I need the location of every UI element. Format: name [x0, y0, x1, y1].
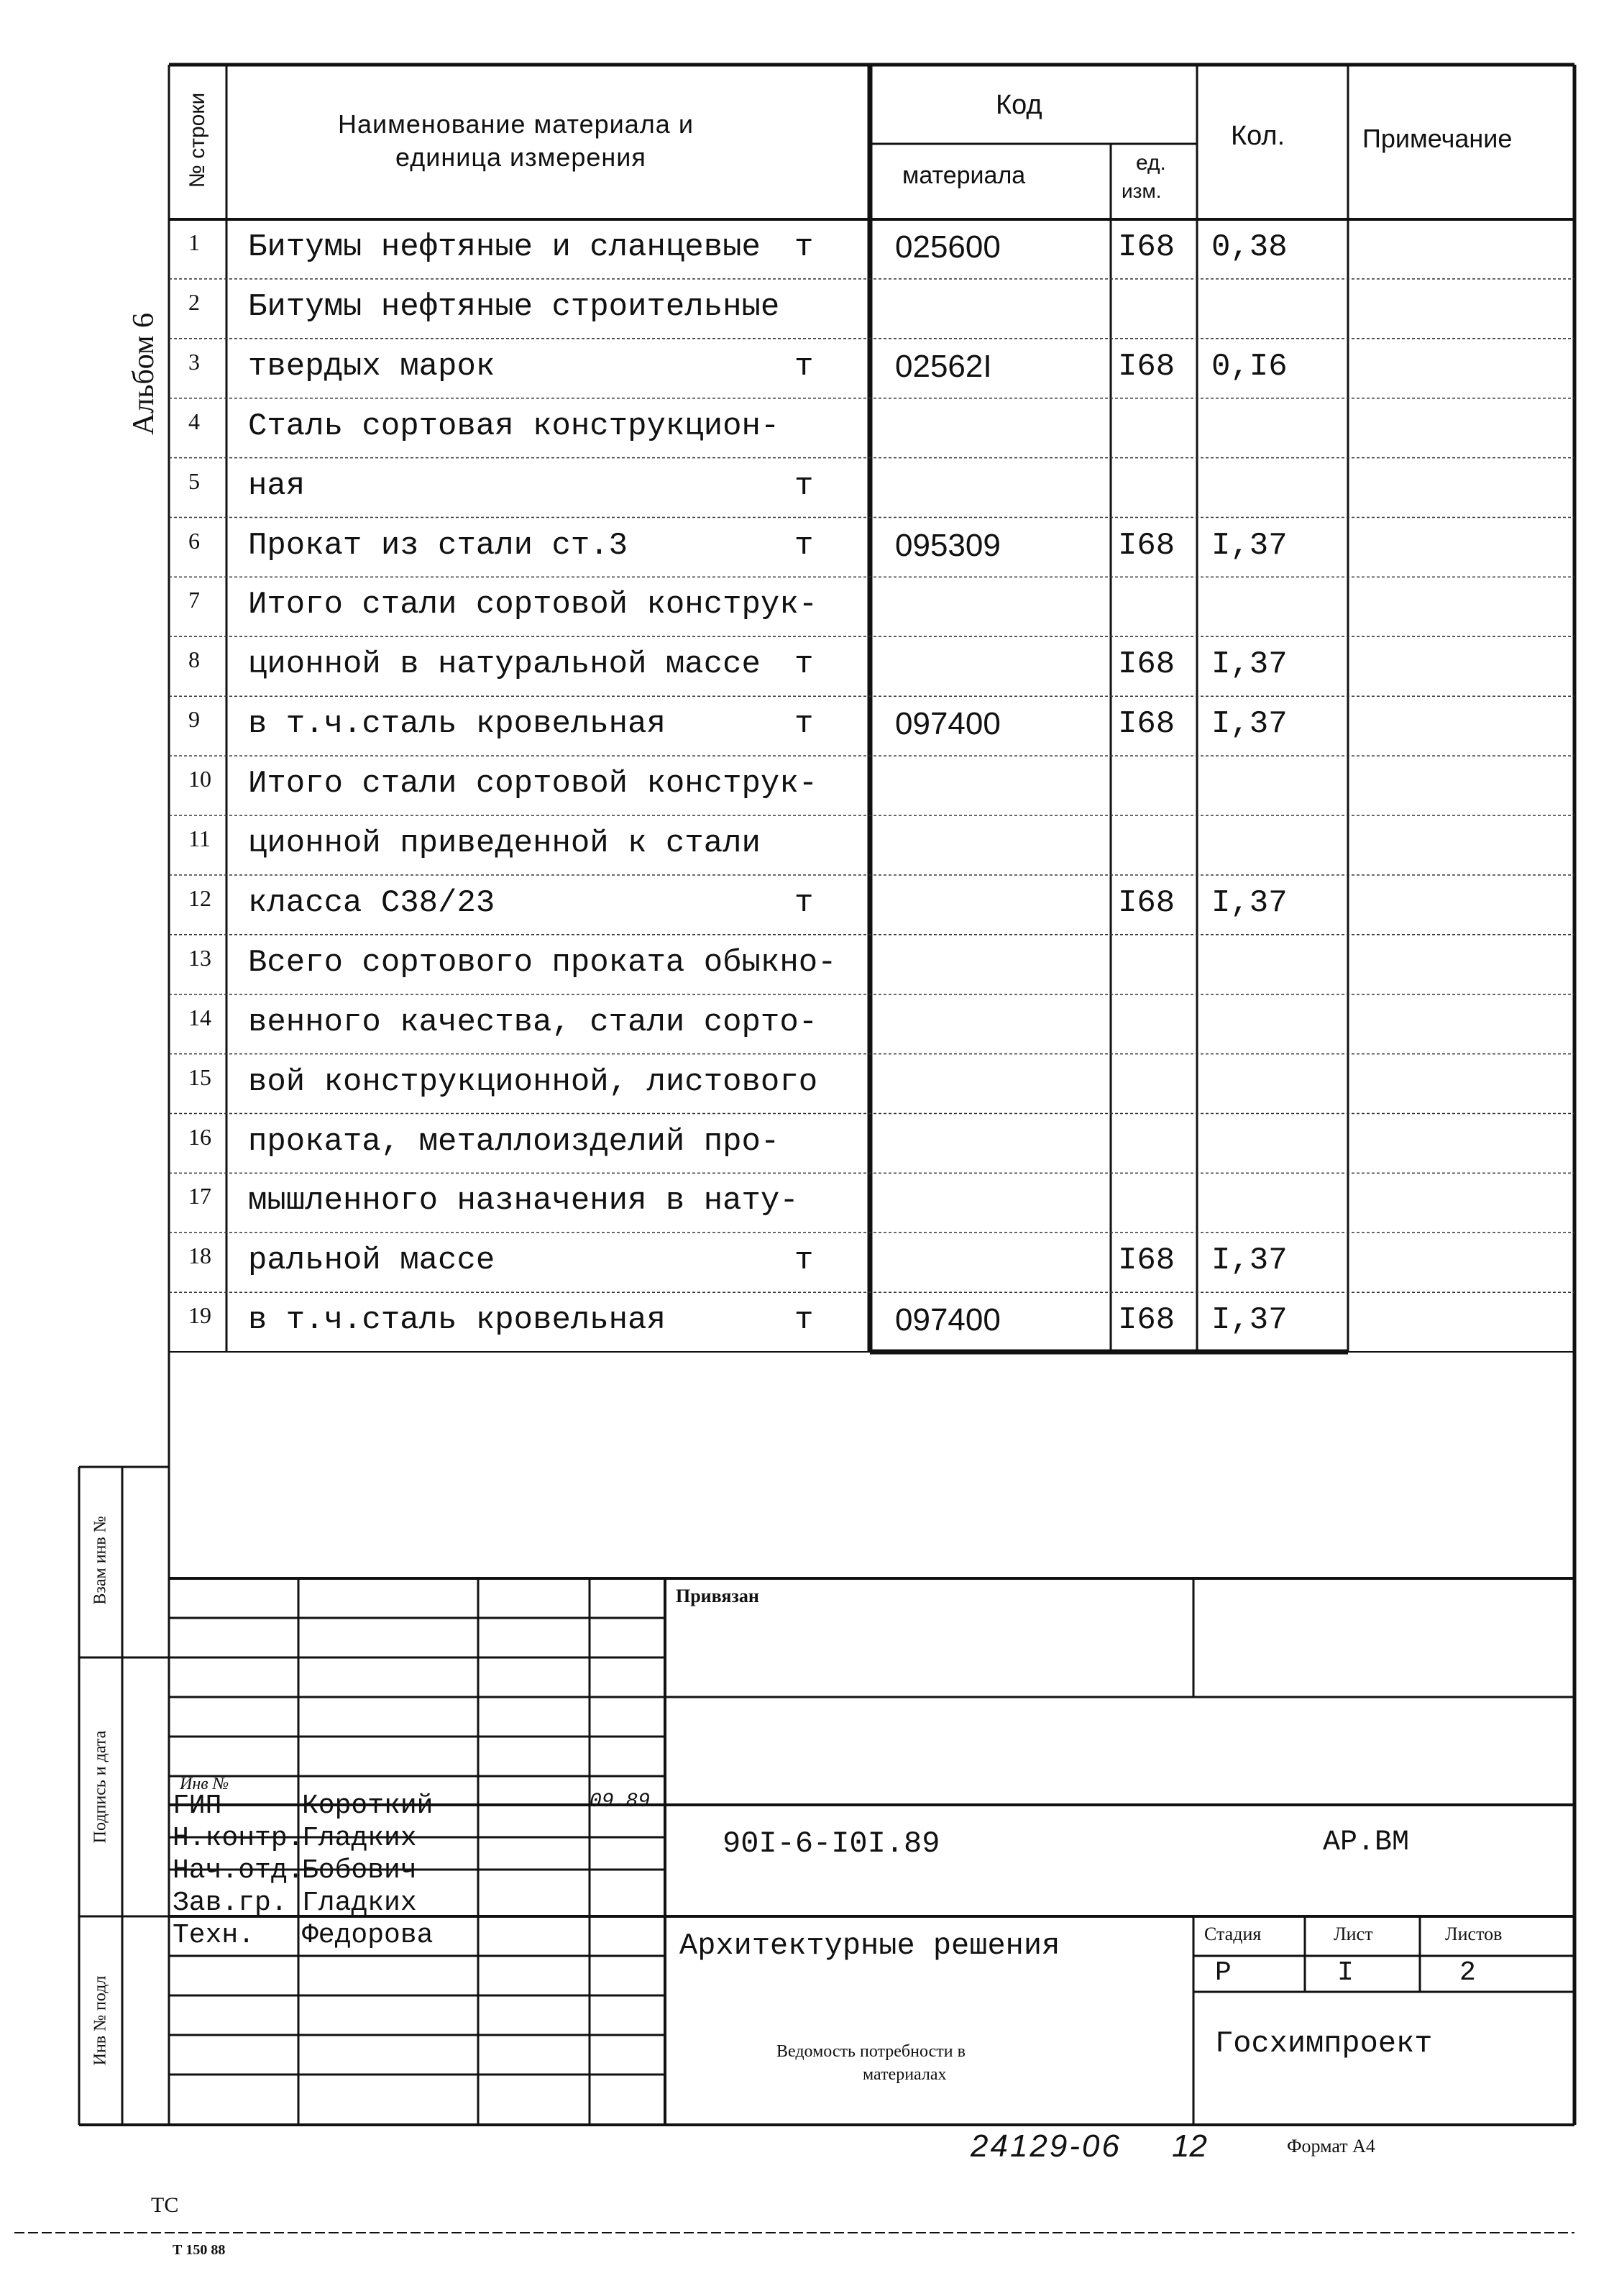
header-row-number: № строки [185, 92, 209, 188]
row-number: 16 [188, 1123, 211, 1150]
header-material-name-line2: единица измерения [395, 142, 646, 172]
row-number: 9 [188, 706, 200, 733]
material-name: вой конструкционной, листового [248, 1064, 818, 1100]
privyazan-label: Привязан [676, 1586, 759, 1606]
sheet-value: I [1337, 1957, 1354, 1988]
material-name: твердых марок [248, 348, 495, 385]
material-name: мышленного назначения в нату- [248, 1183, 799, 1220]
paper-format: Формат А4 [1287, 2136, 1375, 2156]
material-name: класса С38/23 [248, 884, 495, 921]
signatory-role: Зав.гр. [173, 1888, 288, 1918]
stage-label: Стадия [1204, 1924, 1262, 1944]
material-name: Итого стали сортовой конструк- [248, 766, 818, 802]
unit-code: I68 [1118, 229, 1175, 265]
project-title: Архитектурные решения [679, 1929, 1060, 1963]
quantity: I,37 [1211, 884, 1288, 921]
unit: т [794, 467, 814, 504]
row-number: 8 [188, 646, 200, 673]
quantity: I,37 [1211, 1302, 1288, 1339]
row-number: 11 [188, 825, 211, 851]
material-name: Всего сортового проката обыкно- [248, 944, 837, 981]
material-name: Итого стали сортовой конструк- [248, 587, 818, 623]
sheets-value: 2 [1459, 1957, 1476, 1988]
unit: т [794, 884, 814, 921]
row-number: 5 [188, 467, 200, 494]
material-name: ная [248, 467, 306, 504]
header-code-material: материала [902, 162, 1026, 189]
unit-code: I68 [1118, 1243, 1175, 1279]
unit: т [794, 229, 814, 265]
unit: т [794, 1243, 814, 1279]
unit: т [794, 646, 814, 683]
unit-code: I68 [1118, 646, 1175, 683]
row-number: 12 [188, 884, 211, 911]
signatory-role: Техн. [173, 1920, 255, 1951]
quantity: I,37 [1211, 1243, 1288, 1279]
row-number: 3 [188, 348, 200, 375]
material-name: в т.ч.сталь кровельная [248, 706, 666, 743]
unit-code: I68 [1118, 884, 1175, 921]
unit-code: I68 [1118, 1302, 1175, 1339]
material-name: в т.ч.сталь кровельная [248, 1302, 666, 1339]
signatory-name: Гладких [302, 1888, 417, 1918]
material-code: 097400 [895, 706, 1001, 742]
side-label-signature-date: Подпись и дата [91, 1730, 110, 1844]
material-code: 097400 [895, 1302, 1001, 1338]
row-number: 14 [188, 1004, 211, 1030]
row-number: 13 [188, 944, 211, 971]
form-stamp: Т 150 88 [173, 2242, 226, 2258]
signatory-role: Н.контр. [173, 1823, 304, 1854]
unit: т [794, 706, 814, 743]
header-quantity: Кол. [1231, 121, 1285, 151]
header-code: Код [996, 90, 1042, 120]
quantity: 0,38 [1211, 229, 1288, 265]
signatory-name: Гладких [302, 1823, 417, 1854]
organization-name: Госхимпроект [1215, 2026, 1433, 2061]
material-name: ционной в натуральной массе [248, 646, 761, 683]
material-name: проката, металлоизделий про- [248, 1123, 780, 1160]
unit-code: I68 [1118, 348, 1175, 385]
header-note: Примечание [1362, 124, 1513, 153]
page-number: 12 [1172, 2128, 1207, 2164]
quantity: I,37 [1211, 527, 1288, 564]
row-number: 2 [188, 288, 200, 315]
side-label-original-inv: Инв № подл [91, 1975, 110, 2066]
material-name: ционной приведенной к стали [248, 825, 761, 861]
material-name: Сталь сортовая конструкцион- [248, 408, 780, 444]
signatory-name: Бобович [302, 1855, 417, 1886]
row-number: 10 [188, 766, 211, 792]
row-number: 7 [188, 587, 200, 613]
album-label: Альбом 6 [127, 312, 160, 436]
material-name: Битумы нефтяные строительные [248, 288, 780, 325]
unit: т [794, 527, 814, 564]
signatory-role: Нач.отд. [173, 1855, 304, 1886]
row-number: 19 [188, 1302, 211, 1329]
signatory-role: ГИП [173, 1790, 222, 1821]
archive-number: 24129-06 [971, 2128, 1122, 2164]
quantity: I,37 [1211, 646, 1288, 683]
unit-code: I68 [1118, 527, 1175, 564]
sheet-title-line2: материалах [863, 2065, 947, 2084]
unit: т [794, 348, 814, 385]
material-name: Битумы нефтяные и сланцевые [248, 229, 761, 265]
row-number: 1 [188, 229, 200, 255]
material-name: венного качества, стали сорто- [248, 1004, 818, 1040]
material-code: 025600 [895, 229, 1001, 265]
sheet-title-line1: Ведомость потребности в [776, 2042, 966, 2061]
document-code: 90I-6-I0I.89 [723, 1826, 940, 1861]
stage-value: Р [1215, 1957, 1232, 1988]
row-number: 17 [188, 1183, 211, 1209]
material-name: ральной массе [248, 1243, 495, 1279]
row-number: 15 [188, 1064, 211, 1090]
unit-code: I68 [1118, 706, 1175, 743]
material-code: 02562I [895, 348, 992, 384]
document-mark: АР.ВМ [1323, 1826, 1410, 1859]
material-code: 095309 [895, 527, 1001, 563]
signatory-name: Короткий [302, 1790, 434, 1821]
header-code-unit-line2: изм. [1122, 180, 1162, 202]
row-number: 18 [188, 1243, 211, 1269]
quantity: 0,I6 [1211, 348, 1288, 385]
unit: т [794, 1302, 814, 1339]
inv-no-label: Инв № [180, 1775, 229, 1793]
tc-mark: ТС [151, 2193, 179, 2217]
signatory-date: 09.89 [590, 1790, 651, 1813]
sheet-label: Лист [1334, 1924, 1373, 1944]
side-label-replaced-inv: Взам инв № [91, 1516, 110, 1605]
header-code-unit-line1: ед. [1136, 151, 1166, 175]
sheets-label: Листов [1445, 1924, 1503, 1944]
material-name: Прокат из стали ст.3 [248, 527, 628, 564]
quantity: I,37 [1211, 706, 1288, 743]
signatory-name: Федорова [302, 1920, 434, 1951]
row-number: 4 [188, 408, 200, 434]
row-number: 6 [188, 527, 200, 554]
header-material-name-line1: Наименование материала и [338, 109, 694, 139]
